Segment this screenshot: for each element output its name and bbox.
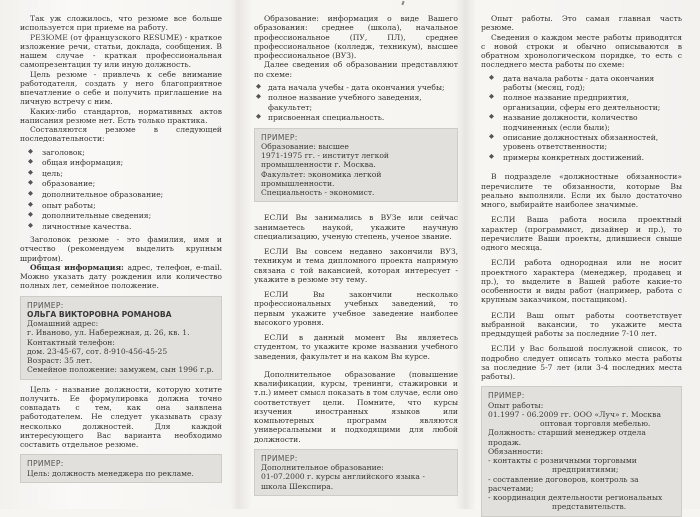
student-paragraph: ЕСЛИ в данный момент Вы являетесь студентом, то укажите кроме названия учебного заведения, факультет и на каком Вы курсе. (254, 333, 458, 361)
order-paragraph: Составляются резюме в следующей последовательности: (20, 125, 222, 144)
standards-paragraph: Каких-либо стандартов, нормативных актов написания резюме нет. Есть только практика. (20, 106, 222, 125)
example-line: Возраст: 35 лет. (27, 356, 93, 366)
header-paragraph: Заголовок резюме - это фамилия, имя и отчество (рекомендуем выделить крупным шрифтом). (20, 235, 222, 263)
example-line: дом. 23-45-67, сот. 8-910-456-45-25 (27, 346, 168, 356)
example-label: ПРИМЕР: (27, 300, 64, 310)
example-line: предприятиями; (552, 465, 619, 475)
example-line: Цель: должность менеджера по рекламе. (27, 468, 194, 478)
list-item: ◆ присвоенная специальность. (254, 113, 458, 122)
general-info-term: Общая информация: (30, 262, 124, 272)
example-line: школа Шекспира. (261, 481, 334, 491)
list-item: ◆ личностные качества. (20, 222, 222, 231)
example-box-experience (481, 386, 682, 516)
example-label: ПРИМЕР: (488, 391, 525, 401)
goal-paragraph: Цель - название должности, которую хотите получить. Ее формулировка должна точно совпадать с тем, как она заявлена работодателем. Не следует указывать сразу несколько должностей. Для каждой интересующего Вас варианта необходимо составить отдельное резюме. (20, 384, 222, 450)
education-list (254, 83, 458, 123)
example-line: Образование: высшее (261, 141, 349, 151)
resume-definition-text: (от французского RESUME) - краткое изложение речи, статьи, доклада, сообщения. В нашем случае - краткая профессиональная самопрезентация ту или иную должность. (20, 32, 222, 70)
example-line: Обязанности: (488, 446, 544, 456)
list-item: ◆ дата начала работы - дата окончания работы (месяц, год); (481, 74, 682, 93)
science-paragraph: ЕСЛИ Вы занимались в ВУЗе или сейчас занимаетесь наукой, укажите научную специализацию, ученую степень, ученое звание. (254, 213, 458, 241)
list-item: ◆ образование; (20, 179, 222, 188)
resume-definition (20, 33, 222, 70)
example-line: 01.1997 - 06.2009 гг. ООО «Луч» г. Москва (488, 409, 661, 419)
list-item: ◆ дополнительное образование; (20, 190, 222, 199)
example-line: Домашний адрес: (27, 319, 99, 329)
example-line: Должность: старший менеджер отдела продаж. (488, 428, 646, 447)
project-work-paragraph: ЕСЛИ Ваша работа носила проектный характер (программист, дизайнер и пр.), то перечислите Ваши проекты, длившиеся свыше одного месяца. (481, 215, 682, 253)
example-line: Факультет: экономика легкой промышленности. (261, 169, 382, 188)
list-item: ◆ опыт работы; (20, 201, 222, 210)
resume-goal-paragraph: Цель резюме - привлечь к себе внимание работодателя, создать у него благоприятное впечатление о себе и получить приглашение на личную встречу с ним. (20, 69, 222, 107)
example-line: г. Иваново, ул. Набережная, д. 26, кв. 1. (27, 328, 190, 338)
example-box-goal (20, 454, 222, 483)
long-record-paragraph: ЕСЛИ у Вас большой послужной список, то подробно следует описать только места работы за последние 5-7 лет (или 3-4 последних места работы). (481, 344, 682, 382)
list-item: ◆ общая информация; (20, 158, 222, 167)
list-item: ◆ примеры конкретных достижений. (481, 153, 682, 162)
example-line: - координация деятельности региональных (488, 493, 663, 503)
example-line: оптовая торговля мебелью. (540, 419, 651, 429)
experience-list (481, 74, 682, 163)
intro-paragraph: Так уж сложилось, что резюме все больше используется при приеме на работу. (20, 14, 222, 33)
list-item: ◆ название должности, количество подчиненных (если были); (481, 113, 682, 132)
education-scheme-paragraph: Далее сведения об образовании представляют по схеме: (254, 60, 458, 79)
example-box-additional-education (254, 449, 458, 496)
example-box-contacts (20, 296, 222, 380)
example-label: ПРИМЕР: (261, 453, 298, 463)
list-item: ◆ полное название учебного заведения, факультет; (254, 93, 458, 112)
homogeneous-work-paragraph: ЕСЛИ работа однородная или не носит проектного характера (менеджер, продавец и пр.), то выделите в Вашей работе какие-то особенности и виды работ (например, работа с крупным заказчиком, постащиком). (481, 258, 682, 305)
example-line: представительств. (552, 502, 627, 512)
example-name: ОЛЬГА ВИКТОРОВНА РОМАНОВА (27, 309, 172, 319)
column-middle (254, 14, 458, 503)
list-item: ◆ описание должностных обязанностей, уровень ответственности; (481, 133, 682, 152)
list-item: ◆ цель; (20, 169, 222, 178)
example-line: 1971-1975 гг. - институт легкой (261, 151, 389, 161)
experience-scheme-paragraph: Сведения о каждом месте работы приводятся с новой строки и обычно описываются в обратном хронологическом порядке, то есть с последнего места работы по схеме: (481, 32, 682, 70)
diploma-paragraph: ЕСЛИ Вы совсем недавно закончили ВУЗ, техникум и тема дипломного проекта напрямую связана с той вакансией, которая интересует - укажите в резюме эту тему. (254, 247, 458, 284)
example-line: Дополнительное образование: (261, 463, 384, 473)
list-item: ◆ полное название предприятия, организации, сферы его деятельности; (481, 93, 682, 112)
example-label: ПРИМЕР: (261, 132, 298, 142)
list-item: ◆ дополнительные сведения; (20, 211, 222, 220)
list-item: ◆ дата начала учебы - дата окончания учебы; (254, 83, 458, 92)
several-institutions-paragraph: ЕСЛИ Вы закончили несколько профессиональных учебных заведений, то первым укажите учебное заведение наиболее высокого уровня. (254, 290, 458, 327)
additional-education-paragraph: Дополнительное образование (повышение квалификации, курсы, тренинги, стажировки и т.п.) имеет смысл показать в том случае, если оно соответствует цели. Помните, что курсы изучения иностранных языков или компьютерных программ являются универсальными и подходящими для любой должности. (254, 369, 458, 444)
education-paragraph: Образование: информация о виде Вашего образования: среднее (школа), начальное профессиональное (ПУ, ПЛ), среднее профессиональное (колледж, техникум), высшее профессиональное (ВУЗ). (254, 14, 458, 60)
example-line: Контактный телефон: (27, 337, 115, 347)
column-right (481, 14, 682, 512)
example-box-education (254, 128, 458, 203)
general-info-text: адрес, телефон, e-mail. Можно указать дату рождения или количество полных лет, семейное положение. (20, 262, 222, 291)
general-info-paragraph (20, 263, 222, 291)
example-line: Семейное положение: замужем, сын 1996 г.р. (27, 365, 214, 375)
list-item: ◆ заголовок; (20, 148, 222, 157)
experience-title-paragraph: Опыт работы. Это самая главная часть резюме. (481, 14, 682, 33)
example-line: - составление договоров, контроль за расчетами; (488, 474, 639, 493)
example-line: Опыт работы: (488, 400, 544, 410)
scan-mark (401, 1, 404, 5)
duties-paragraph: В подразделе «должностные обязанности» перечислите те обязанности, которые Вы реально выполняли. Если их было достаточно много, выбирайте наиболее значимые. (481, 172, 682, 210)
example-line: 01-07.2000 г. курсы английского языка - (261, 472, 425, 482)
resume-term: РЕЗЮМЕ (30, 32, 68, 42)
relevant-experience-paragraph: ЕСЛИ Ваш опыт работы соответствует выбранной вакансии, то укажите места предыдущей работы за последние 7-10 лет. (481, 310, 682, 339)
example-line: - контакты с розничными торговыми (488, 456, 637, 466)
example-line: промышленности г. Москва. (261, 160, 376, 170)
column-left (20, 14, 222, 503)
example-label: ПРИМЕР: (27, 459, 64, 469)
example-line: Специальность - экономист. (261, 188, 375, 198)
resume-sections-list (20, 148, 222, 232)
